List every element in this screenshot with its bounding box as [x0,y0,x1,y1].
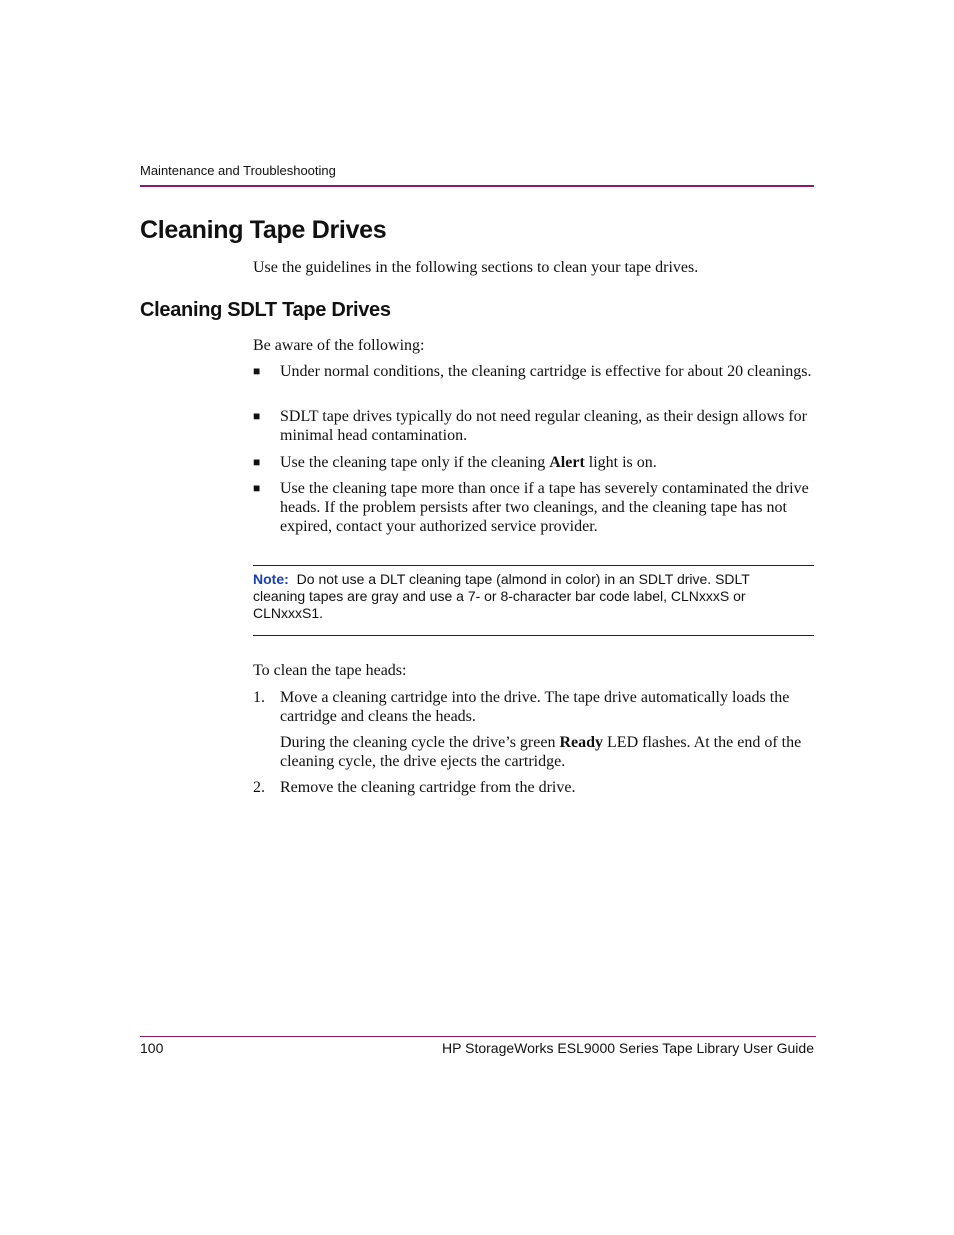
page-number: 100 [140,1040,164,1056]
step-text: Remove the cleaning cartridge from the drive. [280,779,576,796]
note-top-rule [253,565,814,566]
text-run: light is on. [584,454,657,471]
step-detail-text [280,733,814,771]
procedure-lead: To clean the tape heads: [253,662,407,679]
note-text: Do not use a DLT cleaning tape (almond in color) in an SDLT drive. SDLT cleaning tapes are gray and use a 7- or 8-character bar code label, CLNxxxS or CLNxxxS1. [253,571,750,621]
bullet-marker: ■ [253,409,261,423]
subsection-lead: Be aware of the following: [253,337,425,354]
list-item-text [280,453,814,472]
text-run: Use the cleaning tape only if the cleaning [280,454,550,471]
ready-term: Ready [559,734,604,751]
running-header: Maintenance and Troubleshooting [140,163,336,178]
note-box [253,571,793,622]
bullet-marker: ■ [253,364,261,378]
alert-term: Alert [549,454,585,471]
step-text: Move a cleaning cartridge into the drive. The tape drive automatically loads the cartridge and cleans the heads. [280,689,790,725]
step-number: 1. [253,689,265,706]
text-run: LED flashes. At the end of the cleaning cycle, the drive ejects the cartridge. [280,734,802,770]
section-title: Cleaning Tape Drives [140,216,387,244]
footer-rule [140,1036,816,1037]
book-title: HP StorageWorks ESL9000 Series Tape Library User Guide [442,1040,814,1056]
bullet-marker: ■ [253,481,261,495]
list-item-text: Use the cleaning tape more than once if a tape has severely contaminated the drive heads. If the problem persists after two cleanings, and the cleaning tape has not expired, contact your authorized service provider. [280,480,809,535]
list-item-text: SDLT tape drives typically do not need regular cleaning, as their design allows for minimal head contamination. [280,408,807,444]
header-rule [140,185,814,187]
note-label: Note: [253,571,289,587]
step-number: 2. [253,779,265,796]
section-intro: Use the guidelines in the following sections to clean your tape drives. [253,259,699,276]
note-bottom-rule [253,635,814,636]
list-item-text: Under normal conditions, the cleaning cartridge is effective for about 20 cleanings. [280,363,812,380]
text-run: During the cleaning cycle the drive’s green [280,734,560,751]
bullet-marker: ■ [253,455,261,469]
subsection-title: Cleaning SDLT Tape Drives [140,299,391,321]
